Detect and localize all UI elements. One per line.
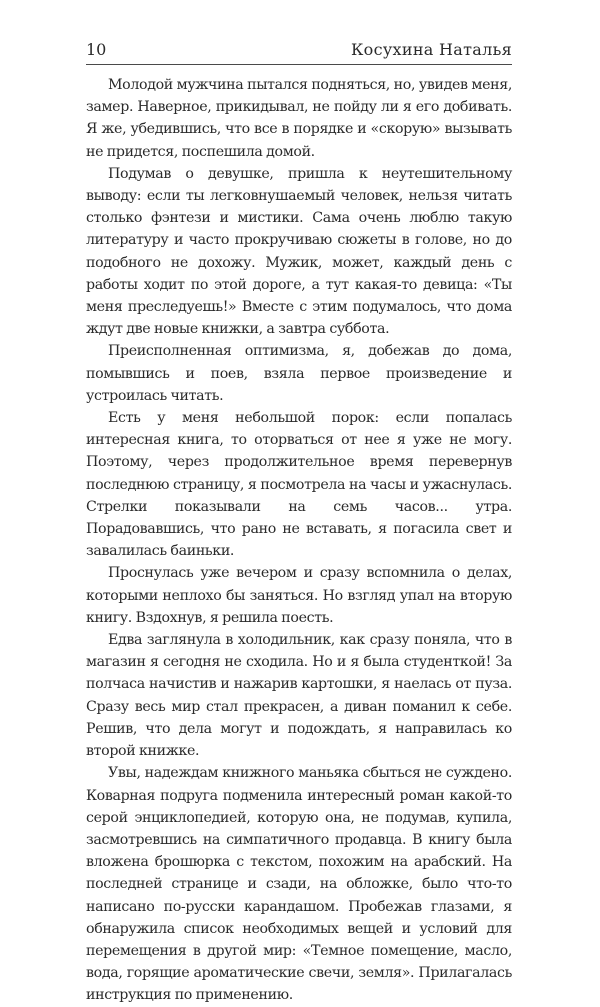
paragraph: Проснулась уже вечером и сразу вспомнила о делах, которыми неплохо бы заняться. Но взгляд упал на вторую книгу. Вздохнув, я решила поесть. — [86, 565, 512, 626]
paragraph: Увы, надеждам книжного маньяка сбыться не суждено. Коварная подруга подменила интересный роман какой-то серой энциклопедией, которую она, не подумав, купила, засмотревшись на симпатичного продавца. В книгу была вложена брошюрка с текстом, похожим на арабский. На последней странице и сзади, на обложке, было что-то написано по-русски карандашом. Пробежав глазами, я обнаружила список необходимых вещей и условий для перемещения в другой мир: «Темное помещение, масло, вода, горящие ароматические свечи, земля». Прилагалась инструкция по применению. — [86, 765, 512, 1004]
paragraph: Преисполненная оптимизма, я, добежав до дома, помывшись и поев, взяла первое произведение и устроилась читать. — [86, 343, 512, 404]
page-number: 10 — [86, 40, 107, 59]
body-text — [86, 74, 512, 1007]
running-head-author: Косухина Наталья — [350, 40, 512, 59]
paragraph: Подумав о девушке, пришла к неутешительному выводу: если ты легковнушаемый человек, нельзя читать столько фэнтези и мистики. Сама очень люблю такую литературу и часто прокручиваю сюжеты в голове, но до подобного не дохожу. Мужик, может, каждый день с работы ходит по этой дороге, а тут какая-то девица: «Ты меня преследуешь!» Вместе с этим подумалось, что дома ждут две новые книжки, а завтра суббота. — [86, 165, 512, 338]
paragraph: Есть у меня небольшой порок: если попалась интересная книга, то оторваться от нее я уже не могу. Поэтому, через продолжительное время перевернув последнюю страницу, я посмотрела на часы и ужаснулась. Стрелки показывали на семь часов... утра. Порадовавшись, что рано не вставать, я погасила свет и завалилась баиньки. — [86, 410, 512, 560]
paragraph: Молодой мужчина пытался подняться, но, увидев меня, замер. Наверное, прикидывал, не пойду ли я его добивать. Я же, убедившись, что все в порядке и «скорую» вызывать не придется, поспешила домой. — [86, 77, 512, 160]
paragraph: Едва заглянула в холодильник, как сразу поняла, что в магазин я сегодня не сходила. Но и я была студенткой! За полчаса начистив и нажарив картошки, я наелась от пуза. Сразу весь мир стал прекрасен, а диван поманил к себе. Решив, что дела могут и подождать, я направилась ко второй книжке. — [86, 632, 512, 760]
page-header — [86, 38, 512, 65]
